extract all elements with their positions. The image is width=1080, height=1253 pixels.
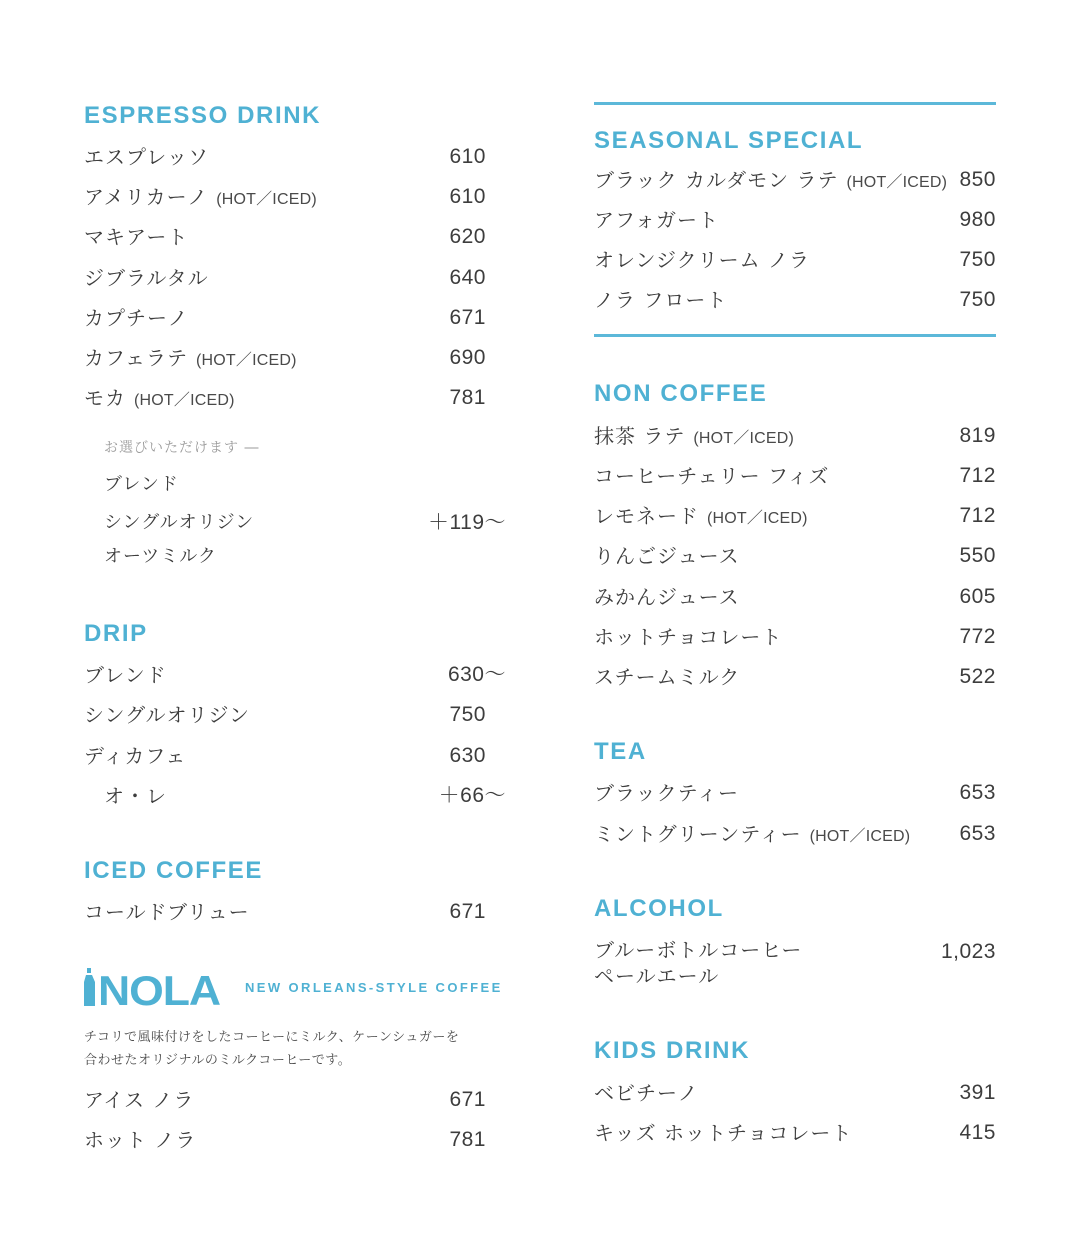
item-price: 391 [959, 1081, 996, 1104]
menu-item [594, 937, 996, 993]
menu-item [594, 461, 996, 491]
nola-description-line: チコリで風味付けをしたコーヒーにミルク、ケーンシュガーを [84, 1030, 460, 1045]
item-name: アイス ノラ [84, 1088, 195, 1112]
item-name: オレンジクリーム ノラ [594, 248, 810, 272]
item-price: 415 [959, 1121, 996, 1144]
menu-item [594, 622, 996, 652]
menu-item [594, 245, 996, 275]
item-name-line: ペールエール [594, 964, 720, 988]
drip-heading: DRIP [84, 620, 148, 647]
item-price: 550 [959, 544, 996, 567]
item-name: アフォガート [594, 208, 719, 232]
menu-item [84, 263, 506, 293]
seasonal-heading: SEASONAL SPECIAL [594, 127, 864, 154]
item-price: 671 [449, 1088, 486, 1111]
item-name: アメリカーノ [84, 185, 209, 209]
menu-item [594, 285, 996, 315]
choice-item: ブレンド [104, 474, 179, 495]
item-name: オ・レ [104, 784, 167, 808]
item-price: 712 [959, 504, 996, 527]
item-name-line: ブルーボトルコーヒー [594, 938, 803, 962]
item-name: コーヒーチェリー フィズ [594, 464, 830, 488]
item-price: 640 [449, 266, 486, 289]
item-name: ジブラルタル [84, 266, 209, 290]
item-name: りんごジュース [594, 544, 740, 568]
choice-note: お選びいただけます ― [104, 440, 260, 456]
item-option: (HOT／ICED) [216, 191, 317, 208]
item-price: 750 [959, 288, 996, 311]
item-price: 522 [959, 665, 996, 688]
item-price: 610 [449, 185, 486, 208]
item-price: 620 [449, 225, 486, 248]
item-price: 653 [959, 822, 996, 845]
item-name: カフェラテ [84, 346, 188, 370]
choice-price: ＋119～ [428, 511, 506, 534]
item-price: 781 [449, 386, 486, 409]
item-price: 712 [959, 464, 996, 487]
item-price: 671 [449, 306, 486, 329]
item-name: 抹茶 ラテ [594, 424, 686, 448]
item-name: スチームミルク [594, 665, 741, 689]
item-price: 671 [449, 900, 486, 923]
iced-coffee-heading: ICED COFFEE [84, 857, 263, 884]
item-name [594, 937, 834, 989]
nola-tagline: NEW ORLEANS-STYLE COFFEE [245, 980, 503, 995]
item-name: モカ [84, 386, 126, 410]
menu-item [84, 660, 506, 690]
menu-item [594, 541, 996, 571]
item-price: 690 [449, 346, 486, 369]
seasonal-bottom-divider [594, 334, 996, 337]
choice-name: シングルオリジン [104, 512, 255, 533]
menu-item [84, 700, 506, 730]
menu-item [594, 1118, 996, 1148]
item-name: みかんジュース [594, 585, 740, 609]
tea-heading: TEA [594, 738, 647, 765]
item-name: ノラ フロート [594, 288, 728, 312]
item-price: 750 [959, 248, 996, 271]
kids-drink-heading: KIDS DRINK [594, 1037, 751, 1064]
item-price: ＋66～ [438, 784, 506, 807]
item-price: 819 [959, 424, 996, 447]
item-price: 1,023 [940, 940, 996, 963]
item-name: マキアート [84, 225, 189, 249]
item-price: 630 [449, 744, 486, 767]
item-price: 605 [959, 585, 996, 608]
menu-item [84, 383, 506, 413]
item-option: (HOT／ICED) [707, 510, 808, 527]
menu-item [84, 142, 506, 172]
item-name: ミントグリーンティー [594, 822, 802, 846]
item-name: レモネード [594, 504, 699, 528]
menu-item [84, 222, 506, 252]
item-name: カプチーノ [84, 306, 189, 330]
item-price: 630～ [447, 663, 506, 686]
choice-item: オーツミルク [104, 546, 217, 567]
item-price: 750 [449, 703, 486, 726]
menu-item [84, 343, 506, 373]
menu-item [84, 897, 506, 927]
item-name: ベビチーノ [594, 1081, 699, 1105]
choice-item [104, 508, 506, 538]
menu-item [594, 205, 996, 235]
item-option: (HOT／ICED) [809, 828, 911, 845]
menu-item [594, 582, 996, 612]
item-name: ホットチョコレート [594, 625, 783, 649]
item-price: 980 [959, 208, 996, 231]
item-option: (HOT／ICED) [693, 430, 795, 447]
item-name: ホット ノラ [84, 1128, 197, 1152]
nola-description [84, 1026, 504, 1072]
nola-description-line: 合わせたオリジナルのミルクコーヒーです。 [84, 1053, 352, 1068]
item-price: 781 [449, 1128, 486, 1151]
item-name: シングルオリジン [84, 703, 250, 727]
item-name: ブレンド [84, 663, 167, 687]
menu-item [84, 741, 506, 771]
menu-item [84, 303, 506, 333]
item-option: (HOT／ICED) [196, 352, 297, 369]
seasonal-top-divider [594, 102, 996, 105]
item-name: ブラックティー [594, 781, 739, 805]
item-name: ディカフェ [84, 744, 187, 768]
menu-item [84, 1085, 506, 1115]
espresso-heading: ESPRESSO DRINK [84, 102, 322, 129]
item-option: (HOT／ICED) [846, 174, 948, 191]
menu-item [594, 1078, 996, 1108]
menu-item [84, 182, 506, 212]
menu-item [594, 778, 996, 808]
nola-bottle-logo-icon [84, 966, 224, 1008]
menu-item [594, 501, 996, 531]
item-price: 653 [959, 781, 996, 804]
item-price: 850 [959, 168, 996, 191]
item-name: コールドブリュー [84, 900, 250, 924]
item-name: エスプレッソ [84, 145, 209, 169]
nola-logo [84, 966, 224, 1008]
item-option: (HOT／ICED) [134, 392, 235, 409]
alcohol-heading: ALCOHOL [594, 895, 724, 922]
menu-item [84, 1125, 506, 1155]
non-coffee-heading: NON COFFEE [594, 380, 768, 407]
menu-item [594, 662, 996, 692]
menu-item [594, 165, 996, 195]
nola-logo-text: NOLA [98, 967, 221, 1008]
item-price: 610 [449, 145, 486, 168]
item-name: キッズ ホットチョコレート [594, 1121, 853, 1145]
item-name: ブラック カルダモン ラテ [594, 168, 839, 192]
menu-item [594, 421, 996, 451]
menu-item [594, 819, 996, 849]
item-price: 772 [959, 625, 996, 648]
menu-item [84, 781, 506, 811]
